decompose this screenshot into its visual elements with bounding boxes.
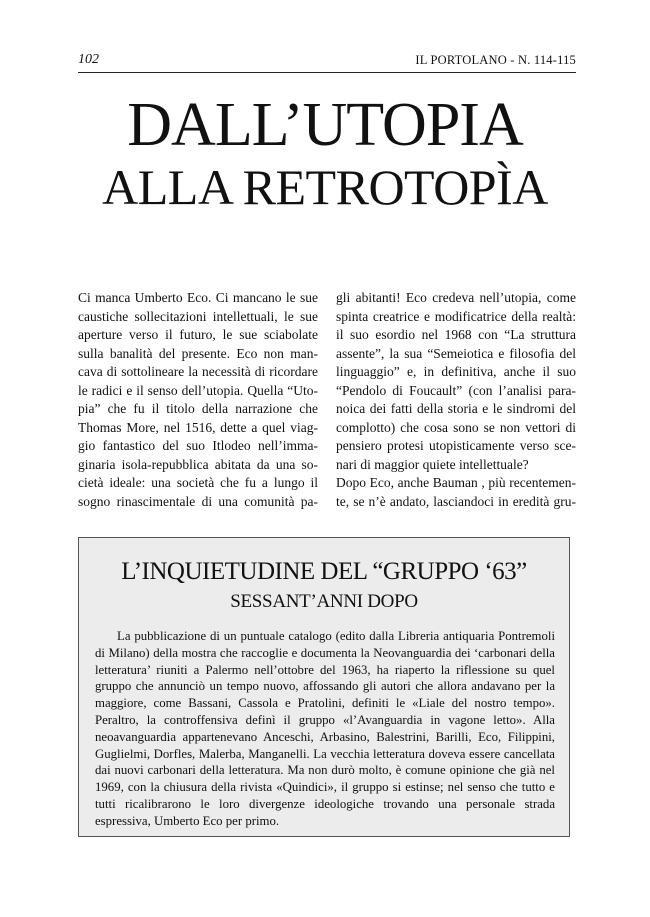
article-paragraph: gli abitanti! Eco credeva nell’utopia, come spinta creatrice e modificatrice della realtà: il suo esordio nel 1968 con “La struttura assente”, la sua “Semeiotica e filosofia del linguaggio” e, in definitiva, anche il suo “Pendolo di Foucault” (con l’analisi paranoica dei fatti della storia e le sindromi del complotto) che cosa sono se non vettori di pensiero protesi utopisticamente verso scenari di maggior quiete intellettuale? xyxy=(336,290,576,472)
article-paragraph: Dopo Eco, anche Bauman , più recentemente, se n’è andato, lasciandoci in eredità gru xyxy=(336,475,576,509)
journal-name: IL PORTOLANO - N. 114-115 xyxy=(415,53,576,67)
article-column-2 xyxy=(336,289,576,511)
page-number: 102 xyxy=(78,52,99,67)
article-body xyxy=(78,289,576,511)
sidebar-body: La pubblicazione di un puntuale catalogo (edito dalla Libreria antiquaria Pontremoli di Milano) della mostra che raccoglie e documenta la Neovanguardia dei ‘carbonari della letteratura’ riuniti a Palermo nell’ottobre del 1963, ha riaperto la riflessione su quel gruppo che annunciò un tempo nuovo, affossando gli autori che allora andavano per la maggiore, come Bassani, Cassola e Pratolini, definiti le «Liale del nostro tempo». Peraltro, la controffensiva definì il gruppo «l’Avanguardia in vagone letto». Alla neoavanguardia appartenevano Anceschi, Arbasino, Balestrini, Barilli, Eco, Filippini, Guglielmi, Dorfles, Malerba, Manganelli. La vecchia letteratura doveva essere cancellata dai nuovi carbonari della letteratura. Ma non durò molto, è comune opinione che già nel 1969, con la chiusura della rivista «Quindici», il gruppo si estinse; nel senso che tutto e tutti ricalibrarono le loro divergenze ideologiche trovando una personale strada espressiva, Umberto Eco per primo. xyxy=(95,629,555,828)
header-rule xyxy=(78,72,576,73)
article-column-1 xyxy=(78,289,318,511)
sidebar-box xyxy=(78,537,570,837)
article-title-line-1: DALL’UTOPIA xyxy=(127,91,523,159)
article-paragraph: Ci manca Umberto Eco. Ci mancano le sue caustiche sollecitazioni intellettuali, le sue aperture verso il futuro, le sue sciabolate sulla banalità del presente. Eco non mancava di sottolineare la necessità di ricordare le radici e il senso dell’utopia. Quella “Utopia” che fu il titolo della narrazione che Thomas More, nel 1516, dette a quel viaggio fantastico del suo Itlodeo nell’immaginaria isola-repubblica abitata da una società ideale: una società che fu a lungo il sogno rinascimentale di una comunità pa xyxy=(78,290,318,509)
article-title-line-2: ALLA RETROTOPÌA xyxy=(102,159,548,215)
sidebar-title: L’INQUIETUDINE DEL “GRUPPO ‘63” xyxy=(121,558,527,585)
sidebar-subtitle: SESSANT’ANNI DOPO xyxy=(230,591,418,612)
